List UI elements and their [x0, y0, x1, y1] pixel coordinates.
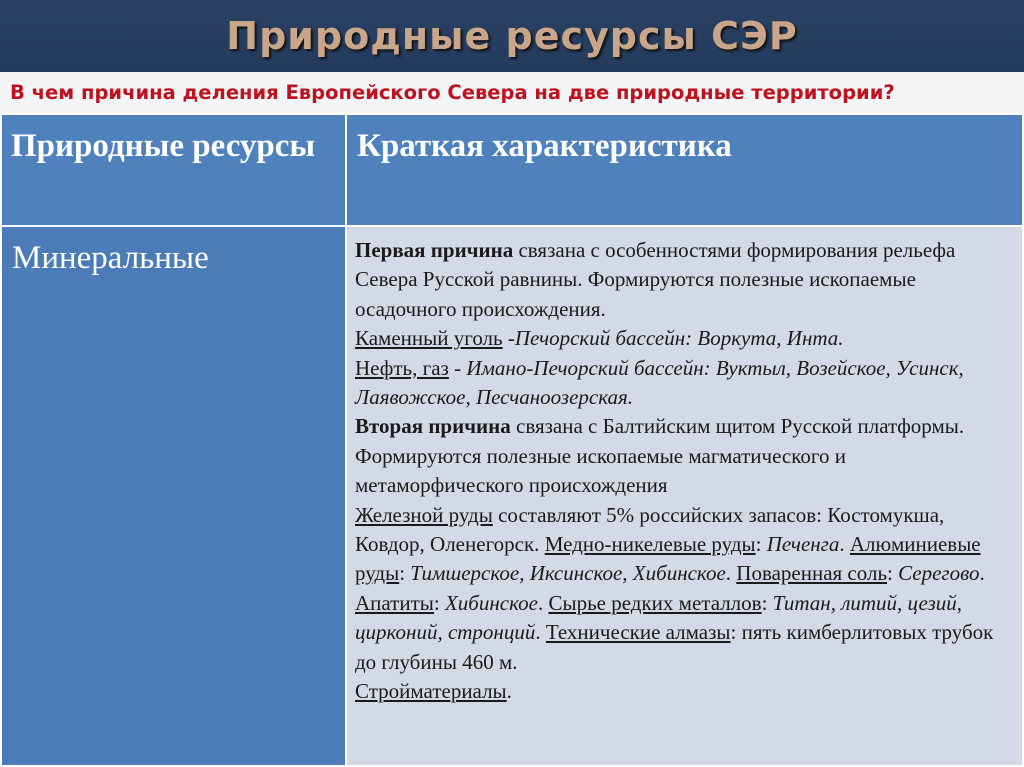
- apatite-label: Апатиты: [355, 590, 434, 615]
- header-description: Краткая характеристика: [346, 114, 1023, 226]
- resource-description: [346, 226, 1023, 766]
- slide-title: Природные ресурсы СЭР: [226, 14, 798, 58]
- coal-label: Каменный уголь: [355, 326, 503, 351]
- apatite-dot: .: [537, 590, 549, 615]
- coal-sep: -: [502, 326, 515, 351]
- first-reason-label: Первая причина: [355, 238, 514, 262]
- question-bar: [0, 72, 1024, 113]
- coal-text: Печорский бассейн: Воркута, Инта.: [514, 326, 844, 351]
- second-reason-text: связана с Балтийским щитом Русской платформы. Формируются полезные ископаемые магматического и метаморфического происхождения: [355, 414, 965, 498]
- oil-gas-paragraph: [355, 354, 1014, 413]
- salt-text: Серегово: [898, 561, 980, 586]
- salt-dot: .: [979, 561, 985, 586]
- apatite-text: Хибинское: [444, 590, 538, 615]
- copper-text: Печенга: [766, 532, 840, 557]
- aluminium-colon: :: [399, 561, 411, 586]
- copper-dot: .: [839, 532, 850, 557]
- rare-metals-colon: :: [761, 590, 773, 615]
- rare-metals-text: Титан, литий, цезий, цирконий, стронций: [355, 590, 963, 645]
- minerals-paragraph: [355, 501, 1014, 707]
- iron-text: составляют 5% российских запасов: Костомукша, Ковдор, Оленегорск.: [355, 502, 945, 557]
- question-text: В чем причина деления Европейского Севера на две природные территории?: [10, 81, 895, 104]
- table-row: [1, 226, 1023, 766]
- table-header-row: [1, 114, 1023, 226]
- salt-colon: :: [887, 561, 899, 586]
- rare-metals-dot: .: [535, 620, 546, 645]
- resources-table: [0, 113, 1024, 767]
- resource-name: Минеральные: [1, 226, 346, 766]
- apatite-colon: :: [433, 590, 445, 615]
- first-reason-text: связана с особенностями формирования рельефа Севера Русской равнины. Формируются полезные ископаемые осадочного происхождения.: [355, 238, 956, 321]
- oil-gas-label: Нефть, газ: [355, 355, 449, 380]
- salt-label: Поваренная соль: [736, 561, 888, 586]
- second-reason-paragraph: [355, 412, 1014, 500]
- first-reason-paragraph: [355, 236, 1014, 324]
- aluminium-label: Алюминиевые руды: [355, 532, 981, 586]
- copper-colon: :: [755, 532, 767, 557]
- second-reason-label: Вторая причина: [355, 414, 511, 439]
- oil-gas-text: Имано-Печорский бассейн: Вуктыл, Возейское, Усинск, Лаявожское, Песчаноозерская.: [355, 355, 964, 410]
- coal-paragraph: [355, 324, 1014, 353]
- building-materials-label: Стройматериалы: [355, 679, 507, 704]
- aluminium-text: Тимшерское, Иксинское, Хибинское: [410, 561, 726, 586]
- copper-label: Медно-никелевые руды: [544, 532, 756, 557]
- building-materials-dot: .: [506, 679, 512, 704]
- header-resources: Природные ресурсы: [1, 114, 346, 226]
- aluminium-dot: .: [725, 561, 737, 586]
- diamonds-label: Технические алмазы: [545, 620, 731, 645]
- diamonds-text: : пять кимберлитовых трубок до глубины 460 м.: [355, 620, 994, 674]
- oil-gas-sep: -: [448, 355, 467, 380]
- rare-metals-label: Сырье редких металлов: [548, 590, 762, 615]
- title-bar: [0, 0, 1024, 72]
- iron-label: Железной руды: [355, 502, 493, 527]
